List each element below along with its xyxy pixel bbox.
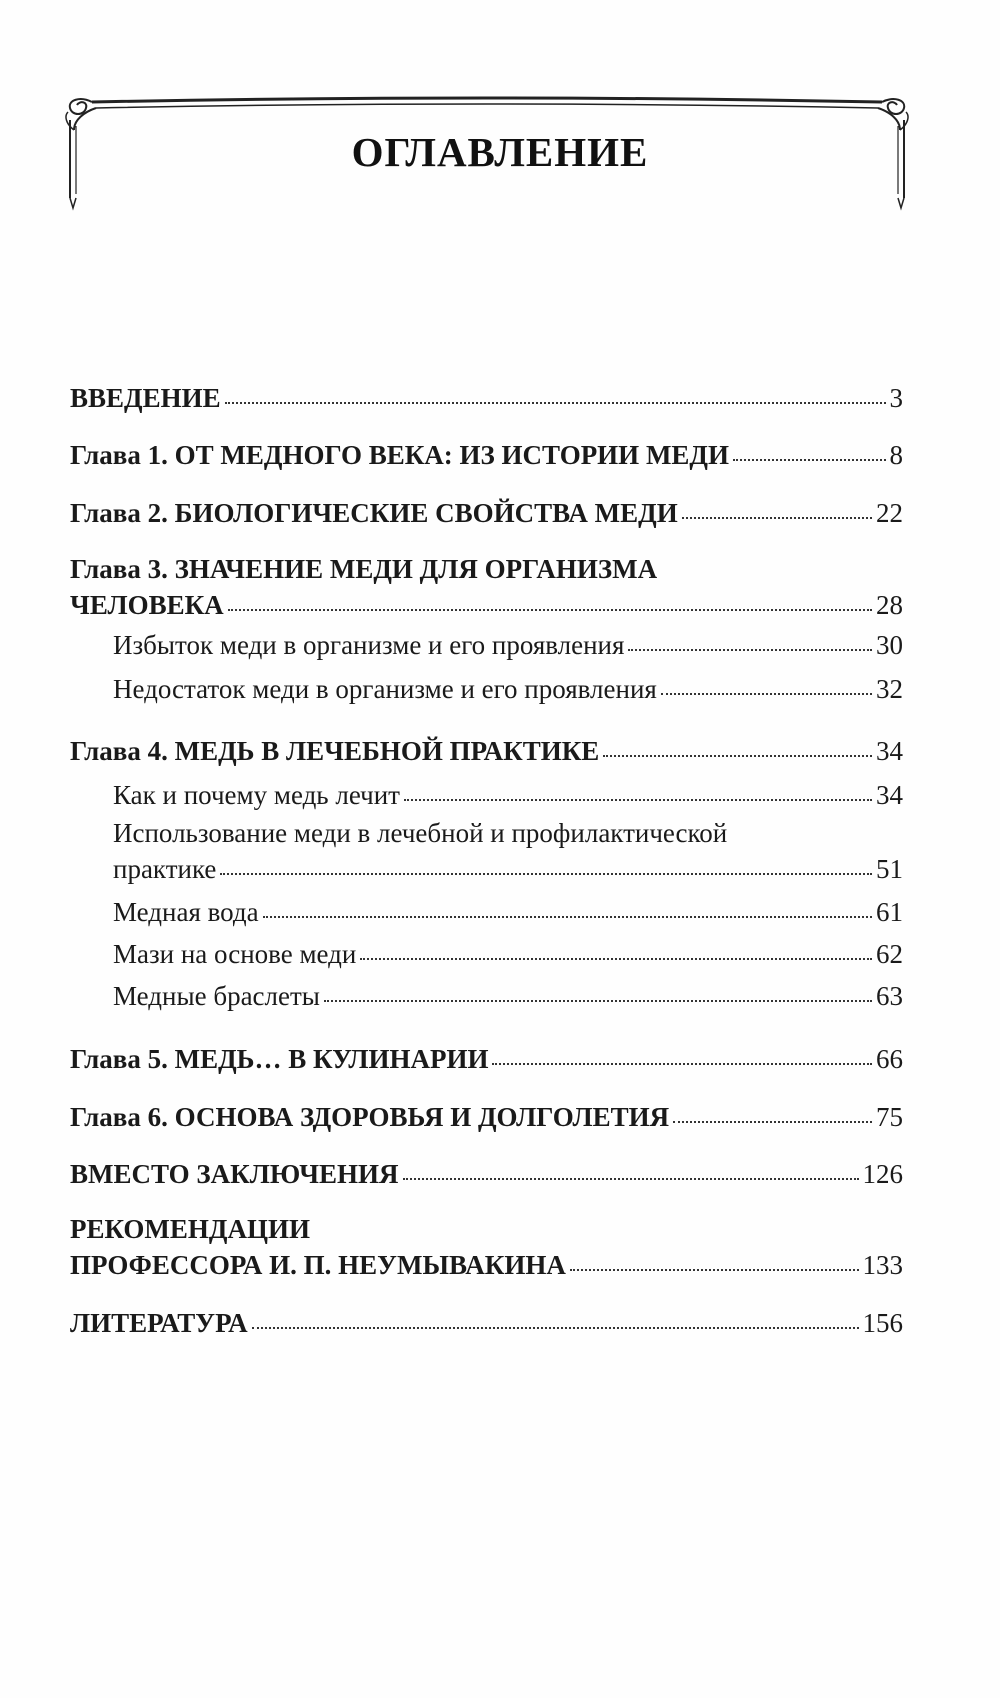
toc-page-number: 51 — [876, 854, 903, 884]
toc-entry[interactable] — [70, 588, 903, 622]
toc-subentry[interactable] — [113, 937, 903, 971]
dot-leader — [733, 458, 885, 461]
toc-subentry[interactable] — [113, 852, 903, 886]
toc-page-number: 156 — [862, 1308, 903, 1338]
toc-entry[interactable] — [70, 1157, 903, 1191]
dot-leader — [403, 1177, 859, 1180]
toc-entry-label: ВВЕДЕНИЕ — [70, 383, 221, 413]
dot-leader — [404, 798, 872, 801]
toc-entry-label: Избыток меди в организме и его проявления — [113, 630, 625, 660]
toc-entry[interactable] — [70, 1306, 903, 1340]
toc-entry[interactable] — [70, 1248, 903, 1282]
toc-page-number: 63 — [876, 981, 903, 1011]
toc-entry-label: Глава 4. МЕДЬ В ЛЕЧЕБНОЙ ПРАКТИКЕ — [70, 736, 600, 766]
toc-page-number: 3 — [889, 383, 903, 413]
toc-subentry[interactable] — [113, 672, 903, 706]
toc-entry-label: ВМЕСТО ЗАКЛЮЧЕНИЯ — [70, 1159, 399, 1189]
toc-entry-label: Недостаток меди в организме и его проявления — [113, 674, 657, 704]
toc-entry-label: Медные браслеты — [113, 981, 320, 1011]
dot-leader — [360, 957, 872, 960]
toc-entry-label: Глава 2. БИОЛОГИЧЕСКИЕ СВОЙСТВА МЕДИ — [70, 498, 678, 528]
dot-leader — [492, 1062, 872, 1065]
toc-entry[interactable] — [70, 734, 903, 768]
toc-page-number: 126 — [862, 1159, 903, 1189]
toc-entry[interactable] — [70, 438, 903, 472]
toc-entry-label: Глава 6. ОСНОВА ЗДОРОВЬЯ И ДОЛГОЛЕТИЯ — [70, 1102, 670, 1132]
toc-entry-label-line1[interactable]: РЕКОМЕНДАЦИИ — [70, 1214, 310, 1244]
toc-subentry[interactable] — [113, 778, 903, 812]
toc-subentry[interactable] — [113, 628, 903, 662]
toc-entry-label: практике — [113, 854, 217, 884]
dot-leader — [228, 608, 872, 611]
toc-entry[interactable] — [70, 1042, 903, 1076]
page-title: ОГЛАВЛЕНИЕ — [351, 129, 649, 175]
toc-entry-label: Как и почему медь лечит — [113, 780, 400, 810]
dot-leader — [570, 1268, 859, 1271]
dot-leader — [220, 872, 872, 875]
dot-leader — [252, 1326, 859, 1329]
toc-page-number: 61 — [876, 897, 903, 927]
dot-leader — [263, 915, 872, 918]
toc-page-number: 34 — [876, 736, 903, 766]
toc-subentry[interactable] — [113, 979, 903, 1013]
toc-page-number: 133 — [862, 1250, 903, 1280]
toc-entry-label: Мази на основе меди — [113, 939, 357, 969]
dot-leader — [673, 1120, 872, 1123]
dot-leader — [225, 401, 886, 404]
toc-entry-label: Глава 1. ОТ МЕДНОГО ВЕКА: ИЗ ИСТОРИИ МЕДИ — [70, 440, 730, 470]
toc-page-number: 34 — [876, 780, 903, 810]
toc-entry-label-line1[interactable]: Использование меди в лечебной и профилактической — [113, 818, 728, 848]
toc-entry-label: ПРОФЕССОРА И. П. НЕУМЫВАКИНА — [70, 1250, 566, 1280]
toc-subentry[interactable] — [113, 895, 903, 929]
toc-entry[interactable] — [70, 1100, 903, 1134]
toc-page-number: 62 — [876, 939, 903, 969]
toc-entry-label: Медная вода — [113, 897, 259, 927]
toc-page-number: 22 — [876, 498, 903, 528]
toc-page-number: 28 — [876, 590, 903, 620]
toc-page-number: 75 — [876, 1102, 903, 1132]
dot-leader — [661, 692, 872, 695]
toc-entry-label-line1[interactable]: Глава 3. ЗНАЧЕНИЕ МЕДИ ДЛЯ ОРГАНИЗМА — [70, 554, 658, 584]
toc-entry-label: ЧЕЛОВЕКА — [70, 590, 224, 620]
dot-leader — [682, 516, 872, 519]
dot-leader — [324, 999, 872, 1002]
toc-entry[interactable] — [70, 496, 903, 530]
toc-entry-label: ЛИТЕРАТУРА — [70, 1308, 248, 1338]
toc-page-number: 8 — [889, 440, 903, 470]
toc-page-number: 66 — [876, 1044, 903, 1074]
dot-leader — [628, 648, 872, 651]
dot-leader — [603, 754, 872, 757]
toc-entry-label: Глава 5. МЕДЬ… В КУЛИНАРИИ — [70, 1044, 489, 1074]
toc-page-number: 32 — [876, 674, 903, 704]
toc-entry[interactable] — [70, 381, 903, 415]
toc-page-number: 30 — [876, 630, 903, 660]
